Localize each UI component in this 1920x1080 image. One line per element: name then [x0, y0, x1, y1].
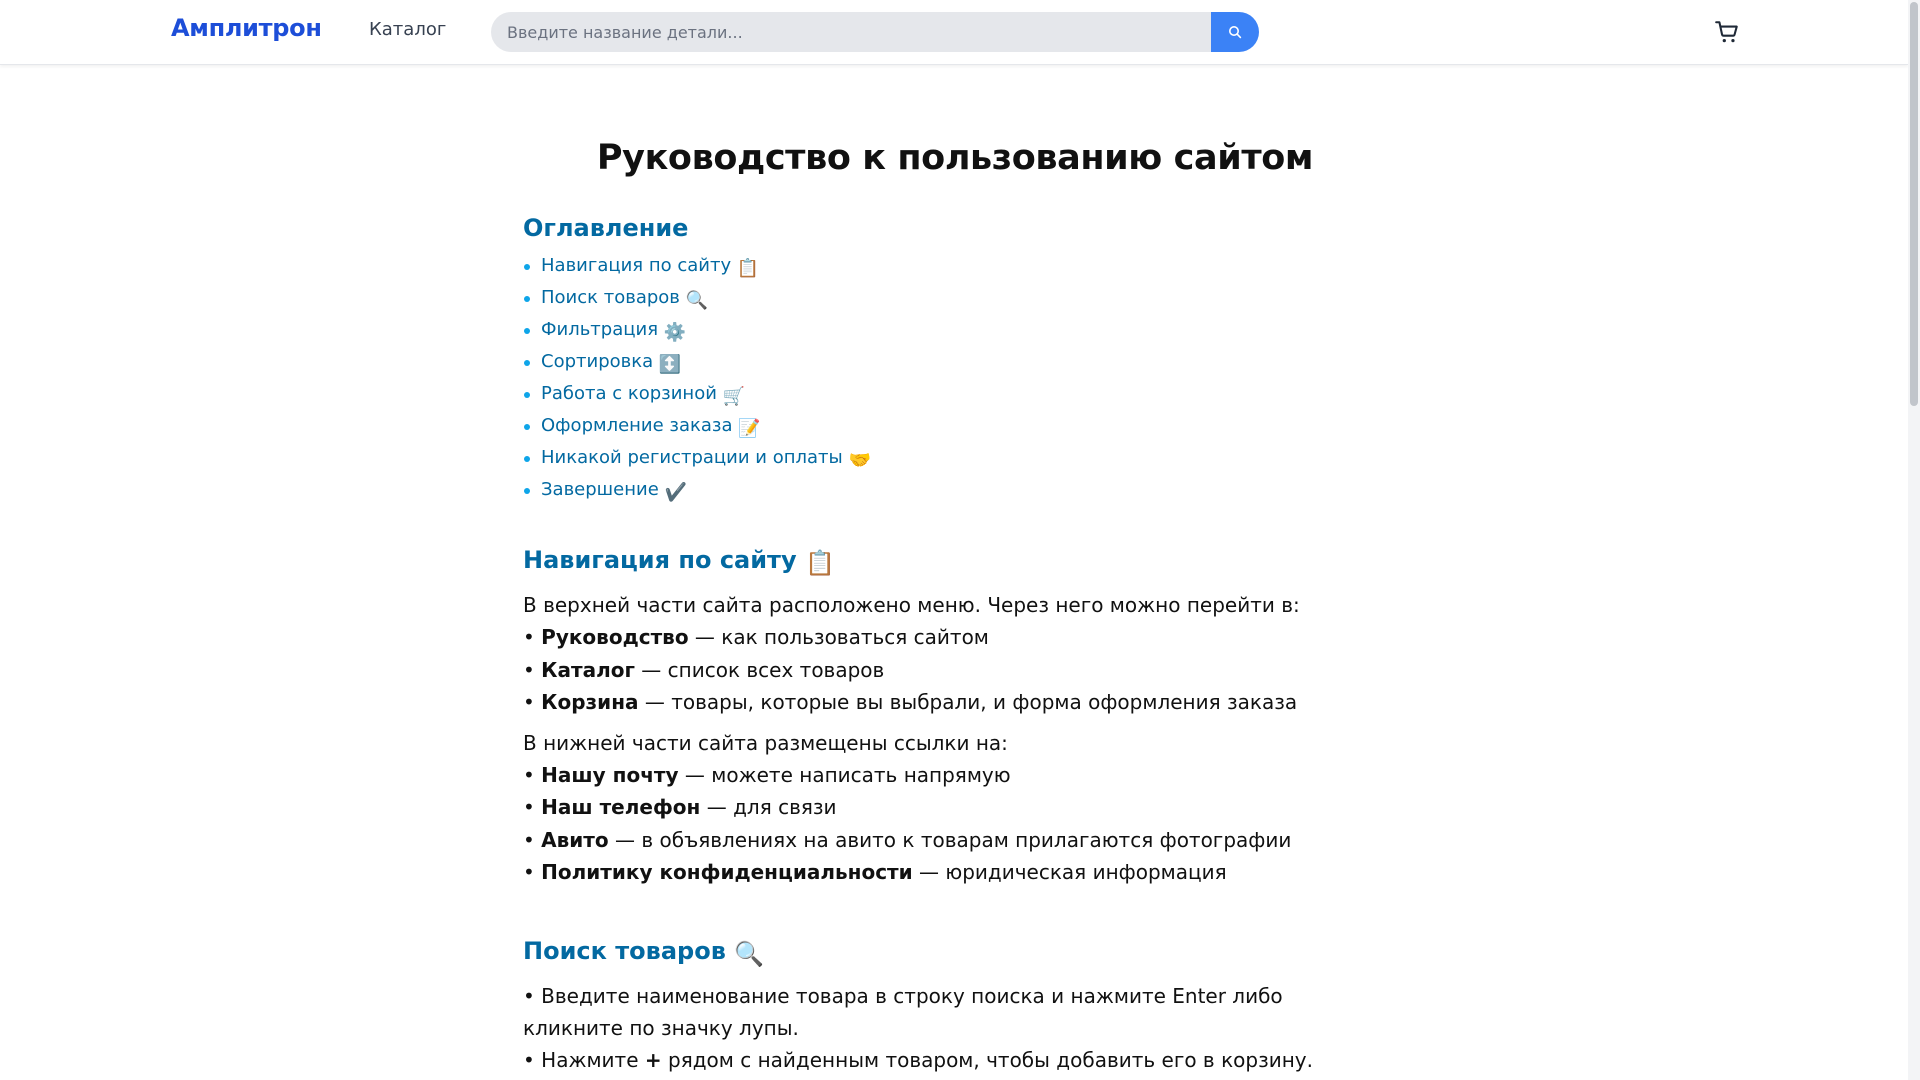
scrollbar-thumb[interactable]: [1910, 2, 1918, 406]
toc-link-checkout[interactable]: Оформление заказа 📝: [541, 415, 761, 436]
toc-link-filtering[interactable]: Фильтрация ⚙️: [541, 319, 686, 340]
bullet-list: [523, 621, 1387, 719]
bullet-item: • Нашу почту — можете написать напрямую: [523, 762, 1011, 787]
check-mark-icon: ✔️: [664, 482, 687, 503]
handshake-icon: 🤝: [848, 450, 871, 471]
section-paragraph: В нижней части сайта размещены ссылки на:: [523, 730, 1008, 755]
guide-content: [523, 128, 1387, 1076]
search-icon: [1228, 25, 1242, 39]
bullet-list: [523, 759, 1387, 889]
toc-link-no-registration[interactable]: Никакой регистрации и оплаты 🤝: [541, 447, 871, 468]
toc-link-completion[interactable]: Завершение ✔️: [541, 479, 687, 500]
section-paragraph: • Введите наименование товара в строку поиска и нажмите Enter либо кликните по значку лупы.: [523, 983, 1283, 1040]
section-heading: Навигация по сайту 📋: [523, 546, 835, 577]
bullet-item: • Наш телефон — для связи: [523, 795, 837, 819]
toc-link-navigation[interactable]: Навигация по сайту 📋: [541, 255, 759, 276]
bullet-item: • Каталог — список всех товаров: [523, 657, 885, 682]
section-navigation: [523, 544, 1387, 889]
toc-link-search[interactable]: Поиск товаров 🔍: [541, 287, 708, 308]
section-heading: Поиск товаров 🔍: [523, 936, 765, 968]
gear-icon: ⚙️: [663, 322, 687, 343]
toc-item: [523, 410, 1387, 442]
bullet-item: • Руководство — как пользоваться сайтом: [523, 625, 989, 649]
clipboard-icon: 📋: [804, 549, 835, 577]
toc-item: [523, 474, 1387, 506]
search-button[interactable]: [1211, 12, 1259, 52]
bullet-item: • Политику конфиденциальности — юридическая информация: [523, 860, 1227, 884]
toc-item: [523, 346, 1387, 378]
toc-item: [523, 282, 1387, 314]
memo-icon: 📝: [738, 418, 761, 439]
nav-catalog-link[interactable]: Каталог: [369, 19, 447, 40]
search-bar: [491, 12, 1259, 52]
section-search: [523, 935, 1387, 1076]
section-paragraph: В верхней части сайта расположено меню. Через него можно перейти в:: [523, 593, 1300, 617]
bullet-item: • Авито — в объявлениях на авито к товарам прилагаются фотографии: [523, 827, 1292, 852]
magnifier-icon: 🔍: [685, 290, 709, 311]
cart-icon: [1714, 19, 1740, 45]
magnifier-icon: 🔍: [734, 939, 765, 968]
toc-link-cart[interactable]: Работа с корзиной 🛒: [541, 383, 745, 404]
shopping-cart-icon: 🛒: [722, 386, 746, 407]
toc-item: [523, 442, 1387, 474]
up-down-arrow-icon: ↕️: [658, 354, 682, 375]
clipboard-icon: 📋: [736, 258, 760, 279]
toc-item: [523, 314, 1387, 346]
search-input[interactable]: [491, 12, 1211, 52]
toc-heading: Оглавление: [523, 214, 689, 242]
toc-list: [523, 250, 1387, 506]
vertical-scrollbar[interactable]: [1908, 0, 1920, 1080]
toc-item: [523, 378, 1387, 410]
toc-item: [523, 250, 1387, 282]
page-title: Руководство к пользованию сайтом: [596, 138, 1314, 178]
top-header: [0, 0, 1908, 65]
section-paragraph: • Нажмите + рядом с найденным товаром, чтобы добавить его в корзину.: [523, 1047, 1313, 1072]
site-logo[interactable]: Амплитрон: [171, 14, 322, 42]
bullet-item: • Корзина — товары, которые вы выбрали, и форма оформления заказа: [523, 690, 1298, 714]
cart-button[interactable]: [1714, 19, 1740, 45]
toc-link-sorting[interactable]: Сортировка ↕️: [541, 351, 681, 372]
